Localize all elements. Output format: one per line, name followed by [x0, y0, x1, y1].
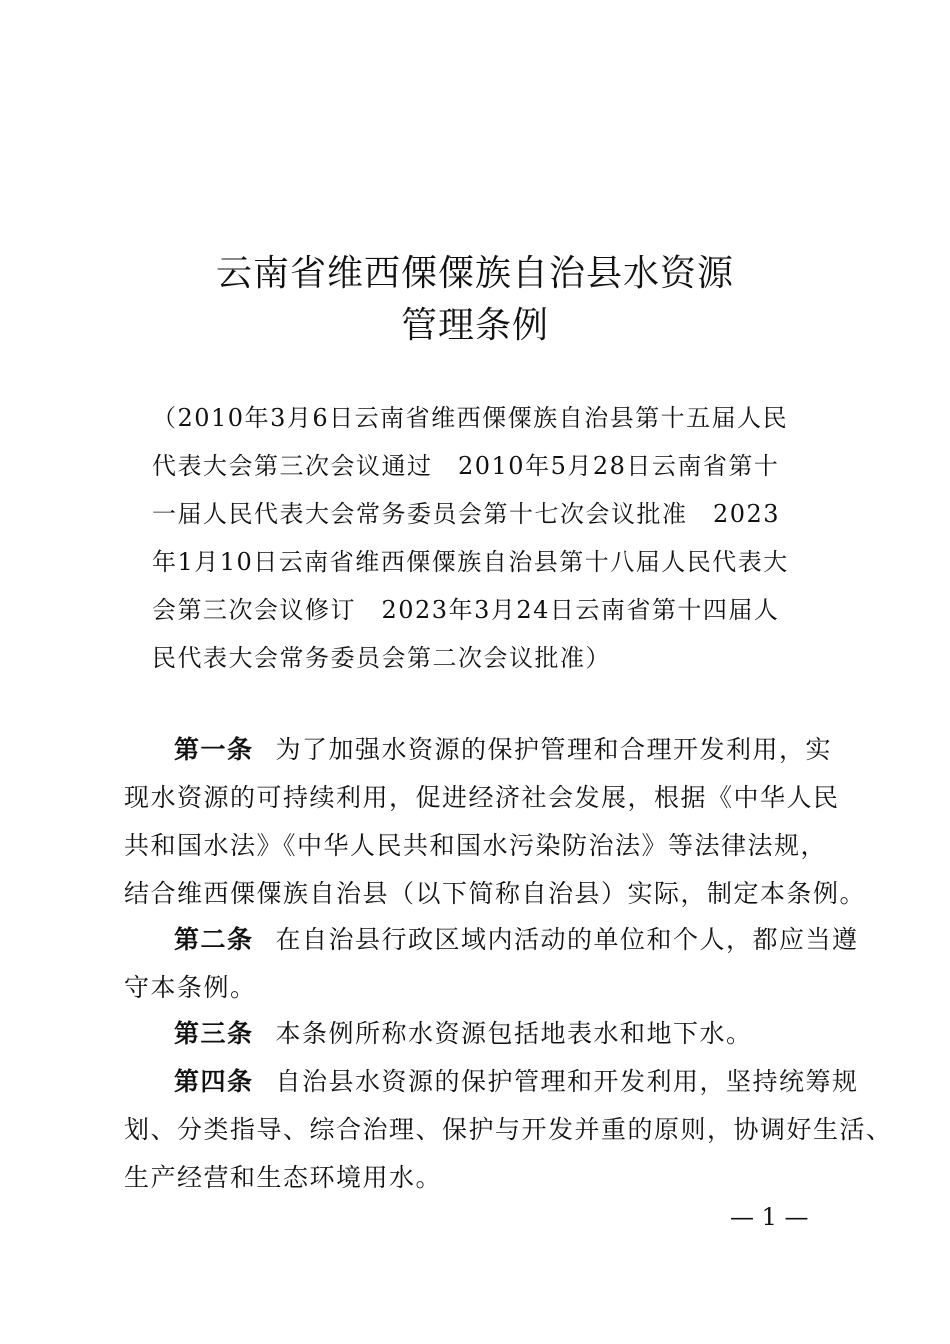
article-text: 为了加强水资源的保护管理和合理开发利用，实: [275, 735, 833, 764]
adoption-note-line: 代表大会第三次会议通过 2010年5月28日云南省第十: [152, 452, 780, 480]
article-label: 第二条: [174, 925, 254, 954]
document-title-line-1: 云南省维西傈僳族自治县水资源: [215, 253, 734, 294]
adoption-note-line: 民代表大会常务委员会第二次会议批准）: [152, 644, 611, 672]
adoption-note-line: 会第三次会议修订 2023年3月24日云南省第十四届人: [152, 596, 780, 624]
article-first-line: [174, 726, 832, 774]
page-number: — 1 —: [730, 1203, 809, 1231]
article-label: 第三条: [174, 1019, 254, 1048]
article-text-line: 守本条例。: [124, 973, 257, 1002]
adoption-note-line: （2010年3月6日云南省维西傈僳族自治县第十五届人民: [152, 404, 789, 432]
article-text-line: 共和国水法》《中华人民共和国水污染防治法》等法律法规，: [124, 831, 828, 860]
article-text: 在自治县行政区域内活动的单位和个人，都应当遵: [275, 925, 859, 954]
adoption-note-line: 一届人民代表大会常务委员会第十七次会议批准 2023: [152, 500, 781, 528]
document-title-line-2: 管理条例: [400, 305, 549, 346]
article-first-line: [174, 1010, 753, 1058]
article-text: 本条例所称水资源包括地表水和地下水。: [275, 1019, 753, 1048]
adoption-note-line: 年1月10日云南省维西傈僳族自治县第十八届人民代表大: [152, 548, 789, 576]
article-first-line: [174, 916, 859, 964]
article-label: 第四条: [174, 1067, 254, 1096]
article-text-line: 现水资源的可持续利用，促进经济社会发展，根据《中华人民: [124, 783, 840, 812]
article-text-line: 划、分类指导、综合治理、保护与开发并重的原则，协调好生活、: [124, 1115, 893, 1144]
article-label: 第一条: [174, 735, 254, 764]
article-text-line: 结合维西傈僳族自治县（以下简称自治县）实际，制定本条例。: [124, 879, 867, 908]
article-first-line: [174, 1058, 859, 1106]
article-text: 自治县水资源的保护管理和开发利用，坚持统筹规: [275, 1067, 859, 1096]
article-text-line: 生产经营和生态环境用水。: [124, 1163, 443, 1192]
